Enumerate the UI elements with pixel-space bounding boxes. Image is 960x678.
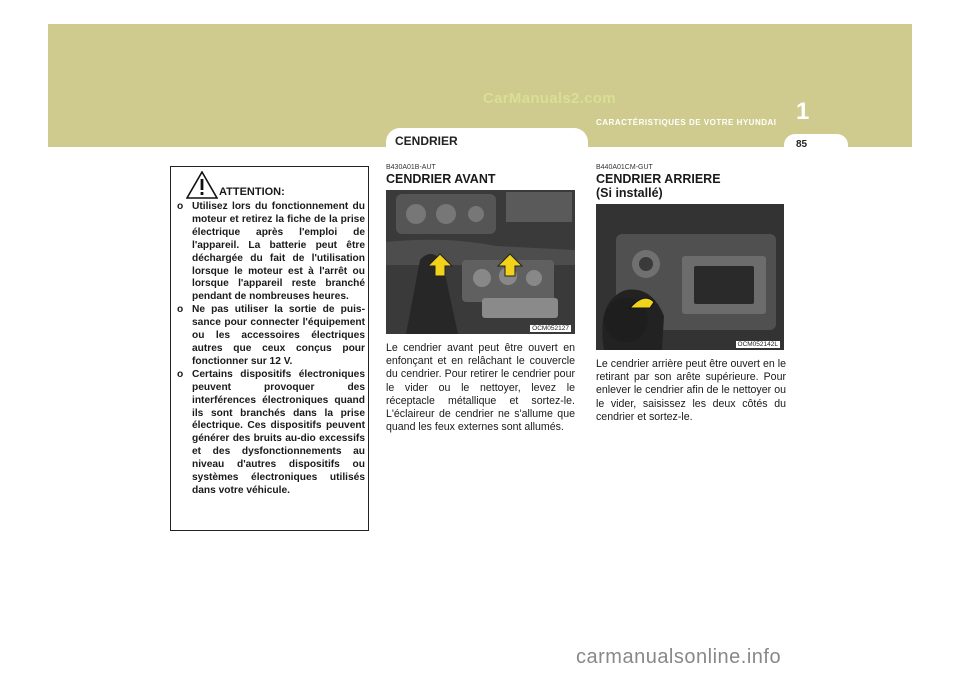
- warning-box: [170, 166, 369, 531]
- warning-item-text: Ne pas utiliser la sortie de puis-sance pour connecter l'équipement ou les accessoires électriques autres que ceux conçus pour fonctionner sur 12 V.: [192, 304, 365, 367]
- rear-ashtray-illustration: [596, 204, 784, 350]
- warning-item-text: Certains dispositifs électroniques peuvent provoquer des interférences électroniques quand ils sont branchés dans la prise électrique. Ces dispositifs peuvent générer des bruits au-dio excessifs et des dysfonctionnements au niveau d'autres dispositifs ou systèmes électroniques utilisés dans votre véhicule.: [192, 368, 365, 496]
- warning-list: [177, 201, 365, 498]
- warning-triangle-icon: [186, 171, 218, 199]
- warning-item: [177, 201, 365, 304]
- warning-item: [177, 304, 365, 369]
- rear-ashtray-photo: [596, 204, 784, 350]
- photo-caption: OCM052127: [532, 325, 569, 332]
- site-watermark[interactable]: CarManuals2.com: [483, 90, 616, 107]
- section-body: Le cendrier arrière peut être ouvert en le retirant par son arête supérieure. Pour enlever le cendrier afin de le nettoyer ou le vider, saisissez les deux côtés du cendrier et sortez-le.: [596, 358, 786, 423]
- section-heading: CENDRIER AVANT: [386, 172, 496, 186]
- rear-ashtray-section: [596, 164, 786, 424]
- page-number-tab: [784, 134, 848, 156]
- chapter-number: 1: [796, 98, 810, 125]
- front-ashtray-photo: [386, 190, 575, 334]
- warning-item: [177, 369, 365, 498]
- section-heading: CENDRIER ARRIERE: [596, 172, 721, 186]
- section-body: Le cendrier avant peut être ouvert en enfonçant et en relâchant le couvercle du cendrier. Pour retirer le cendrier pour le vider ou le nettoyer, levez le réceptacle métallique et sortez-le. L'éclaireur de cendrier ne s'allume que quand les feux externes sont allumés.: [386, 342, 575, 434]
- section-title: CENDRIER: [395, 134, 458, 148]
- page-number: 85: [796, 139, 808, 150]
- footer-site-link[interactable]: carmanualsonline.info: [576, 646, 782, 668]
- section-heading-note: (Si installé): [596, 186, 663, 200]
- front-ashtray-section: [386, 164, 575, 434]
- section-code: B430A01B-AUT: [386, 164, 436, 171]
- warning-title: ATTENTION:: [219, 186, 285, 198]
- photo-caption: OCM052142L: [737, 341, 778, 348]
- warning-item-text: Utilisez lors du fonctionnement du moteur et retirez la fiche de la prise électrique après l'emploi de l'appareil. La batterie peut être déchargée du fait de l'utilisation lorsque le moteur est à l'arrêt ou lorsque l'appareil reste branché pendant de nombreuses heures.: [192, 201, 365, 303]
- front-ashtray-illustration: [386, 190, 575, 334]
- bullet: o: [177, 368, 184, 380]
- section-code: B440A01CM-GUT: [596, 164, 653, 171]
- bullet: o: [177, 304, 184, 316]
- chapter-title: CARACTÉRISTIQUES DE VOTRE HYUNDAI: [596, 118, 777, 127]
- bullet: o: [177, 201, 184, 212]
